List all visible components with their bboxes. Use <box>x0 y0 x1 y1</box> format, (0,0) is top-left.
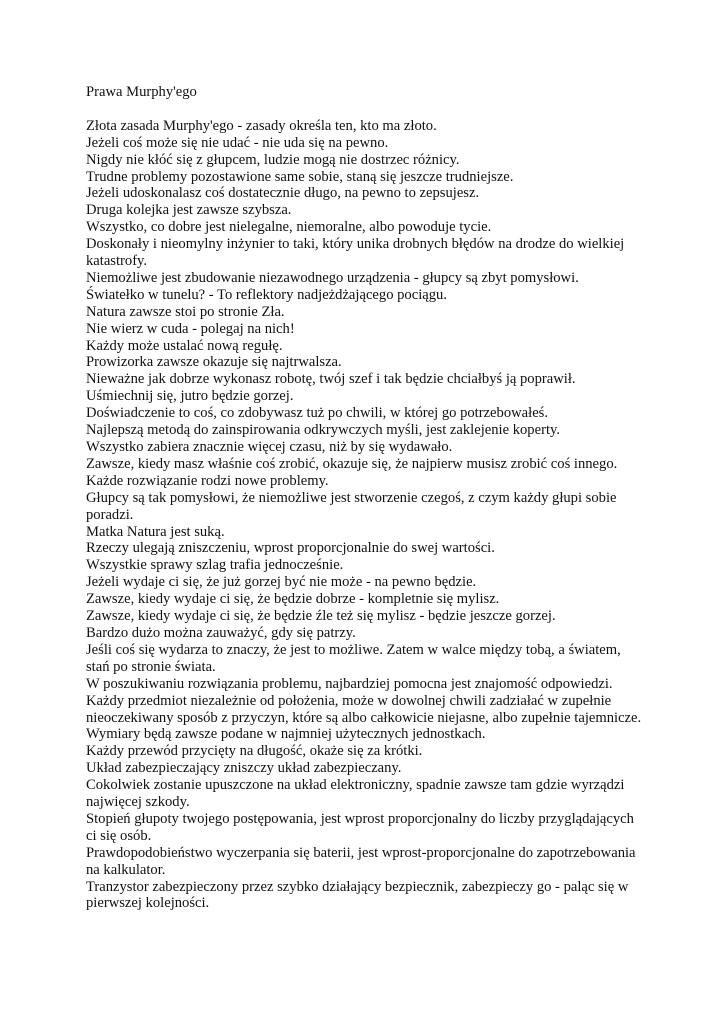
law-item: Doskonały i nieomylny inżynier to taki, który unika drobnych błędów na drodze do wielkiej katastrofy. <box>86 236 625 270</box>
law-item: Doświadczenie to coś, co zdobywasz tuż po chwili, w której go potrzebowałeś. <box>86 405 548 422</box>
law-item: Trudne problemy pozostawione same sobie, staną się jeszcze trudniejsze. <box>86 168 514 185</box>
law-item: Głupcy są tak pomysłowi, że niemożliwe jest stworzenie czegoś, z czym każdy głupi sobie poradzi. <box>86 489 617 523</box>
law-item: Każdy może ustalać nową regułę. <box>86 337 283 354</box>
law-item: Układ zabezpieczający zniszczy układ zabezpieczany. <box>86 760 402 777</box>
document-body <box>86 84 646 912</box>
law-item: Uśmiechnij się, jutro będzie gorzej. <box>86 388 294 405</box>
law-list <box>86 118 646 913</box>
law-item: Zawsze, kiedy wydaje ci się, że będzie dobrze - kompletnie się mylisz. <box>86 591 500 608</box>
law-item: Prowizorka zawsze okazuje się najtrwalsza. <box>86 354 342 371</box>
law-item: Nie wierz w cuda - polegaj na nich! <box>86 320 295 337</box>
law-item: Wymiary będą zawsze podane w najmniej użytecznych jednostkach. <box>86 726 486 743</box>
law-item: Natura zawsze stoi po stronie Zła. <box>86 303 285 320</box>
law-item: Rzeczy ulegają zniszczeniu, wprost proporcjonalnie do swej wartości. <box>86 540 495 557</box>
law-item: Wszystko, co dobre jest nielegalne, niemoralne, albo powoduje tycie. <box>86 219 492 236</box>
law-item: Stopień głupoty twojego postępowania, jest wprost proporcjonalny do liczby przyglądających ci się osób. <box>86 810 634 844</box>
law-item: Wszystkie sprawy szlag trafia jednocześnie. <box>86 557 344 574</box>
law-item: Matka Natura jest suką. <box>86 523 225 540</box>
law-item: Każdy przedmiot niezależnie od położenia, może w dowolnej chwili zadziałać w zupełnie nieoczekiwany sposób z przyczyn, które są albo całkowicie niejasne, albo zupełnie tajemnicze. <box>86 692 642 726</box>
law-item: Prawdopodobieństwo wyczerpania się baterii, jest wprost-proporcjonalne do zapotrzebowania na kalkulator. <box>86 844 636 878</box>
law-item: Zawsze, kiedy wydaje ci się, że będzie źle też się mylisz - będzie jeszcze gorzej. <box>86 608 556 625</box>
law-item: Nigdy nie kłóć się z głupcem, ludzie mogą nie dostrzec różnicy. <box>86 151 460 168</box>
law-item: Cokolwiek zostanie upuszczone na układ elektroniczny, spadnie zawsze tam gdzie wyrządzi najwięcej szkody. <box>86 777 625 811</box>
law-item: Nieważne jak dobrze wykonasz robotę, twój szef i tak będzie chciałbyś ją poprawił. <box>86 371 576 388</box>
law-item: Druga kolejka jest zawsze szybsza. <box>86 202 292 219</box>
law-item: Złota zasada Murphy'ego - zasady określa ten, kto ma złoto. <box>86 117 437 134</box>
law-item: Światełko w tunelu? - To reflektory nadjeżdżającego pociągu. <box>86 286 447 303</box>
document-title: Prawa Murphy'ego <box>86 84 197 100</box>
law-item: Zawsze, kiedy masz właśnie coś zrobić, okazuje się, że najpierw musisz zrobić coś innego. <box>86 455 618 472</box>
law-item: Jeżeli coś może się nie udać - nie uda się na pewno. <box>86 134 389 151</box>
title-spacer <box>86 101 646 118</box>
law-item: Każdy przewód przycięty na długość, okaże się za krótki. <box>86 743 423 760</box>
law-item: Jeśli coś się wydarza to znaczy, że jest to możliwe. Zatem w walce między tobą, a światem, stań po stronie świata. <box>86 641 621 675</box>
law-item: Jeżeli udoskonalasz coś dostatecznie długo, na pewno to zepsujesz. <box>86 185 480 202</box>
law-item: Najlepszą metodą do zainspirowania odkrywczych myśli, jest zaklejenie koperty. <box>86 422 560 439</box>
law-item: W poszukiwaniu rozwiązania problemu, najbardziej pomocna jest znajomość odpowiedzi. <box>86 675 613 692</box>
law-item: Wszystko zabiera znacznie więcej czasu, niż by się wydawało. <box>86 439 453 456</box>
law-item: Każde rozwiązanie rodzi nowe problemy. <box>86 472 329 489</box>
law-item: Bardzo dużo można zauważyć, gdy się patrzy. <box>86 624 356 641</box>
law-item: Tranzystor zabezpieczony przez szybko działający bezpiecznik, zabezpieczy go - paląc się w pierwszej kolejności. <box>86 878 629 912</box>
law-item: Niemożliwe jest zbudowanie niezawodnego urządzenia - głupcy są zbyt pomysłowi. <box>86 269 579 286</box>
law-item: Jeżeli wydaje ci się, że już gorzej być nie może - na pewno będzie. <box>86 574 477 591</box>
